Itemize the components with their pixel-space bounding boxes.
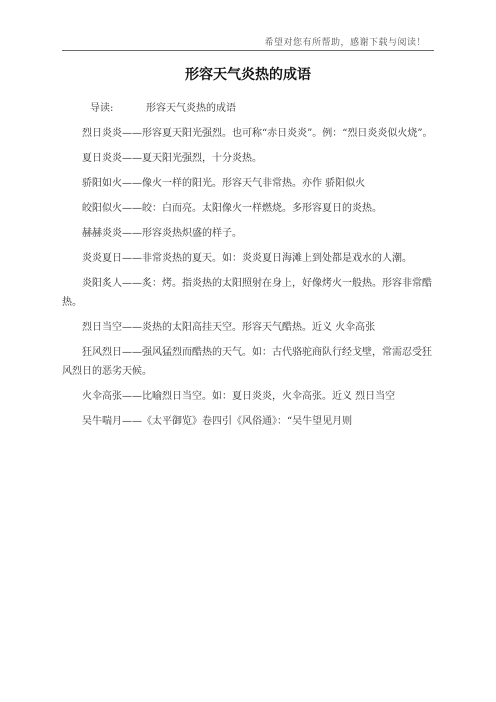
document-title: 形容天气炎热的成语 [185,67,311,83]
idiom-entry: 夏日炎炎——夏天阳光强烈，十分炎热。 [82,153,262,164]
idiom-entry: 炎炎夏日——非常炎热的夏天。如：炎炎夏日海滩上到处都是戏水的人潮。 [82,253,412,264]
idiom-entry: 皎阳似火——皎：白而亮。太阳像火一样燃烧。多形容夏日的炎热。 [82,203,382,214]
document-body [62,99,434,437]
idiom-entry: 吴牛喘月——《太平御览》卷四引《风俗通》：“吴牛望见月则 [82,416,353,427]
idiom-entry: 火伞高张——比喻烈日当空。如：夏日炎炎，火伞高张。近义 烈日当空 [82,391,396,402]
idiom-entry: 烈日炎炎——形容夏天阳光强烈。也可称“赤日炎炎”。例：“烈日炎炎似火烧”。 [82,128,433,139]
idiom-entry: 狂风烈日——强风猛烈而酷热的天气。如：古代骆驼商队行经戈壁，常需忍受狂风烈日的恶劣天候。 [62,347,432,377]
guide-text: 形容天气炎热的成语 [146,103,236,114]
idiom-entry: 赫赫炎炎——形容炎热炽盛的样子。 [82,228,242,239]
idiom-entry: 烈日当空——炎热的太阳高挂天空。形容天气酷热。近义 火伞高张 [82,322,376,333]
guide-line [62,99,434,118]
header-note: 希望对您有所帮助，感谢下载与阅读！ [264,38,426,48]
idiom-entry: 骄阳如火——像火一样的阳光。形容天气非常热。亦作 骄阳似火 [82,178,366,189]
header-divider [62,50,434,51]
guide-label: 导读: [90,103,114,114]
idiom-entry: 炎阳炙人——炙：烤。指炎热的太阳照射在身上，好像烤火一般热。形容非常酷热。 [62,278,432,308]
